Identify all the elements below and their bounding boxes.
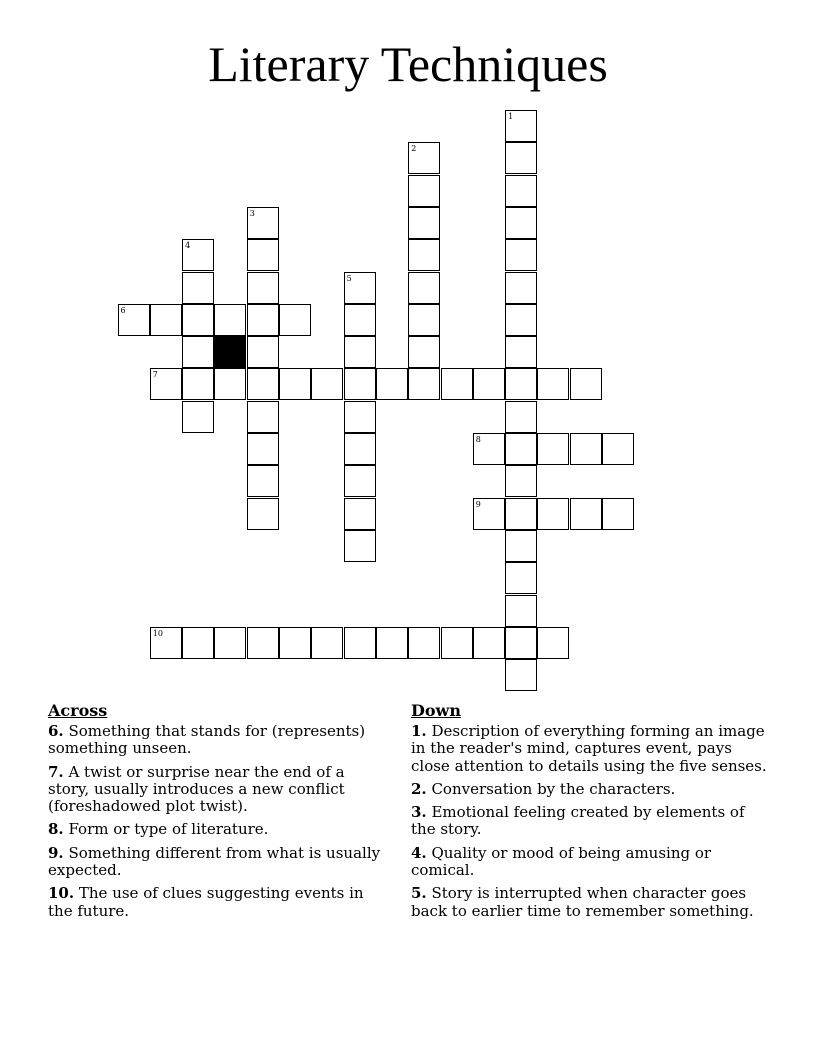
crossword-cell[interactable]	[505, 627, 537, 659]
crossword-cell[interactable]	[182, 336, 214, 368]
clue-down-1	[411, 723, 771, 775]
crossword-cell[interactable]	[344, 272, 376, 304]
crossword-cell[interactable]	[505, 465, 537, 497]
crossword-cell[interactable]	[505, 239, 537, 271]
clue-across-8	[48, 821, 388, 838]
black-square	[214, 336, 246, 368]
cell-number: 6	[120, 305, 126, 315]
cell-number: 10	[152, 628, 163, 638]
crossword-cell[interactable]	[408, 272, 440, 304]
cell-number: 5	[346, 273, 352, 283]
crossword-cell[interactable]	[182, 304, 214, 336]
crossword-cell[interactable]	[214, 627, 246, 659]
cell-number: 1	[508, 112, 514, 121]
crossword-cell[interactable]	[182, 401, 214, 433]
clue-down-3	[411, 804, 771, 839]
crossword-cell[interactable]	[408, 239, 440, 271]
clue-number: 2.	[411, 779, 427, 798]
crossword-cell[interactable]	[247, 368, 279, 400]
crossword-cell[interactable]	[182, 272, 214, 304]
crossword-cell[interactable]	[118, 304, 150, 336]
crossword-cell[interactable]	[473, 368, 505, 400]
crossword-cell[interactable]	[505, 272, 537, 304]
crossword-cell[interactable]	[570, 368, 602, 400]
clue-text: Something that stands for (represents) something unseen.	[48, 722, 366, 758]
crossword-cell[interactable]	[505, 142, 537, 174]
crossword-cell[interactable]	[344, 336, 376, 368]
clue-number: 6.	[48, 722, 64, 740]
crossword-cell[interactable]	[408, 627, 440, 659]
clue-across-10	[48, 885, 388, 920]
cell-number: 8	[475, 435, 481, 444]
crossword-cell[interactable]	[182, 627, 214, 659]
crossword-cell[interactable]	[505, 498, 537, 530]
clue-number: 4.	[411, 843, 427, 862]
crossword-cell[interactable]	[247, 465, 279, 497]
crossword-cell[interactable]	[473, 498, 505, 530]
clue-text: Description of everything forming an image in the reader's mind, captures event, pays close attention to details using the five senses.	[411, 722, 767, 775]
clue-number: 3.	[411, 803, 427, 822]
crossword-cell[interactable]	[537, 627, 569, 659]
across-heading: Across	[48, 701, 108, 720]
crossword-cell[interactable]	[505, 304, 537, 336]
crossword-cell[interactable]	[344, 304, 376, 336]
clue-number: 9.	[48, 843, 64, 862]
crossword-cell[interactable]	[182, 239, 214, 271]
clue-across-6	[48, 723, 388, 758]
cell-number: 4	[185, 241, 191, 251]
crossword-cell[interactable]	[473, 433, 505, 465]
across-clues	[48, 701, 388, 926]
crossword-cell[interactable]	[408, 304, 440, 336]
crossword-cell[interactable]	[505, 336, 537, 368]
crossword-cell[interactable]	[537, 498, 569, 530]
crossword-cell[interactable]	[214, 368, 246, 400]
crossword-cell[interactable]	[408, 368, 440, 400]
crossword-cell[interactable]	[214, 304, 246, 336]
clue-down-4	[411, 845, 771, 880]
crossword-cell[interactable]	[344, 627, 376, 659]
crossword-cell[interactable]	[505, 659, 537, 691]
crossword-cell[interactable]	[247, 498, 279, 530]
crossword-cell[interactable]	[247, 627, 279, 659]
crossword-cell[interactable]	[408, 207, 440, 239]
crossword-cell[interactable]	[311, 368, 343, 400]
clue-text: Conversation by the characters.	[431, 779, 676, 798]
crossword-cell[interactable]	[344, 368, 376, 400]
crossword-cell[interactable]	[344, 465, 376, 497]
clue-number: 10.	[48, 884, 75, 903]
crossword-cell[interactable]	[182, 368, 214, 400]
crossword-cell[interactable]	[247, 272, 279, 304]
cell-number: 7	[152, 370, 158, 380]
crossword-cell[interactable]	[505, 595, 537, 627]
crossword-cell[interactable]	[376, 627, 408, 659]
cell-number: 2	[411, 144, 417, 154]
crossword-cell[interactable]	[311, 627, 343, 659]
clue-text: Quality or mood of being amusing or comical.	[411, 843, 712, 880]
crossword-cell[interactable]	[505, 175, 537, 207]
clue-across-9	[48, 845, 388, 880]
clue-text: Something different from what is usually expected.	[48, 843, 381, 880]
crossword-cell[interactable]	[408, 336, 440, 368]
crossword-cell[interactable]	[570, 498, 602, 530]
down-clues	[411, 701, 771, 926]
crossword-cell[interactable]	[279, 304, 311, 336]
clue-number: 1.	[411, 722, 427, 740]
page-title: Literary Techniques	[208, 36, 608, 92]
crossword-cell[interactable]	[505, 110, 537, 142]
crossword-cell[interactable]	[505, 433, 537, 465]
crossword-cell[interactable]	[150, 304, 182, 336]
crossword-cell[interactable]	[505, 530, 537, 562]
crossword-cell[interactable]	[602, 433, 634, 465]
down-heading: Down	[411, 701, 461, 720]
crossword-cell[interactable]	[408, 175, 440, 207]
crossword-cell[interactable]	[279, 627, 311, 659]
crossword-cell[interactable]	[279, 368, 311, 400]
clue-text: Story is interrupted when character goes back to earlier time to remember something.	[411, 884, 754, 920]
crossword-cell[interactable]	[505, 562, 537, 594]
clue-down-5	[411, 885, 771, 920]
crossword-cell[interactable]	[602, 498, 634, 530]
crossword-cell[interactable]	[247, 433, 279, 465]
crossword-cell[interactable]	[505, 368, 537, 400]
crossword-cell[interactable]	[247, 336, 279, 368]
crossword-cell[interactable]	[150, 368, 182, 400]
crossword-cell[interactable]	[537, 368, 569, 400]
crossword-cell[interactable]	[570, 433, 602, 465]
crossword-cell[interactable]	[505, 401, 537, 433]
crossword-cell[interactable]	[505, 207, 537, 239]
crossword-cell[interactable]	[376, 368, 408, 400]
crossword-cell[interactable]	[344, 401, 376, 433]
crossword-cell[interactable]	[537, 433, 569, 465]
clue-number: 8.	[48, 820, 64, 839]
crossword-cell[interactable]	[408, 142, 440, 174]
cell-number: 9	[475, 499, 481, 509]
crossword-cell[interactable]	[473, 627, 505, 659]
clue-text: Emotional feeling created by elements of the story.	[411, 803, 745, 839]
crossword-cell[interactable]	[441, 627, 473, 659]
clue-number: 7.	[48, 762, 64, 781]
clue-text: Form or type of literature.	[68, 820, 269, 839]
clue-across-7	[48, 764, 388, 816]
clue-down-2	[411, 781, 771, 798]
crossword-cell[interactable]	[247, 207, 279, 239]
crossword-cell[interactable]	[344, 530, 376, 562]
crossword-cell[interactable]	[247, 304, 279, 336]
crossword-cell[interactable]	[441, 368, 473, 400]
clue-text: The use of clues suggesting events in the future.	[48, 884, 364, 920]
crossword-cell[interactable]	[150, 627, 182, 659]
clue-number: 5.	[411, 884, 427, 903]
crossword-cell[interactable]	[247, 401, 279, 433]
crossword-cell[interactable]	[247, 239, 279, 271]
clue-text: A twist or surprise near the end of a story, usually introduces a new conflict (foreshadowed plot twist).	[48, 762, 345, 816]
cell-number: 3	[249, 208, 255, 218]
crossword-cell[interactable]	[344, 498, 376, 530]
crossword-cell[interactable]	[344, 433, 376, 465]
